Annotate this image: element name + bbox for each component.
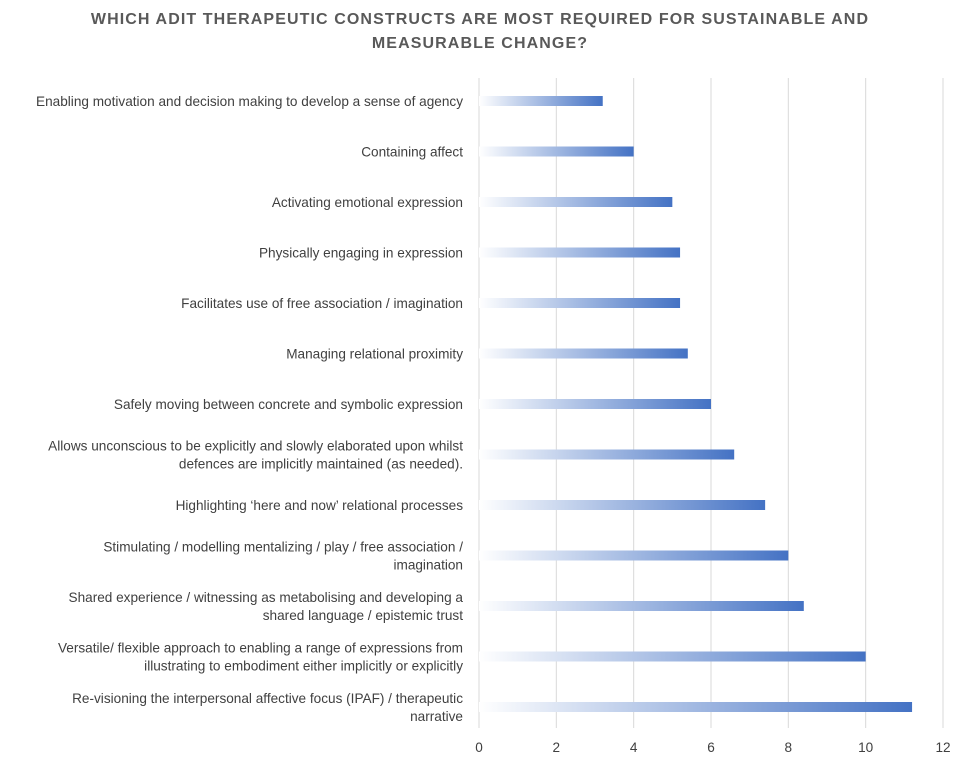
bar [479, 702, 912, 712]
x-tick-label: 0 [475, 740, 483, 755]
bar [479, 399, 711, 409]
bar [479, 450, 734, 460]
category-label: Shared experience / witnessing as metabolising and developing a [68, 590, 463, 605]
bar [479, 349, 688, 359]
category-label: Activating emotional expression [271, 195, 463, 210]
bar [479, 96, 603, 106]
bar [479, 652, 866, 662]
x-axis-ticks [475, 740, 950, 755]
category-label: imagination [393, 557, 463, 573]
category-label: Highlighting ‘here and now’ relational processes [175, 498, 463, 513]
category-label: shared language / epistemic trust [262, 608, 463, 623]
category-label: Physically engaging in expression [258, 245, 463, 261]
x-tick-label: 2 [552, 740, 561, 755]
category-label: Versatile/ flexible approach to enabling a range of expressions from [57, 640, 463, 656]
category-label: Containing affect [361, 144, 463, 160]
category-labels [36, 94, 463, 724]
bar [479, 147, 634, 157]
x-tick-label: 8 [784, 740, 793, 755]
bar [479, 601, 804, 611]
x-tick-label: 10 [858, 740, 874, 755]
category-label: Safely moving between concrete and symbolic expression [113, 397, 463, 412]
category-label: Managing relational proximity [286, 346, 463, 362]
category-label: Re-visioning the interpersonal affective focus (IPAF) / therapeutic [72, 691, 463, 706]
bar [479, 500, 765, 510]
x-tick-label: 4 [629, 740, 638, 755]
bars [479, 96, 912, 712]
x-tick-label: 12 [935, 740, 951, 755]
category-label: Enabling motivation and decision making to develop a sense of agency [36, 94, 463, 109]
bar [479, 298, 680, 308]
bar [479, 248, 680, 258]
category-label: Allows unconscious to be explicitly and slowly elaborated upon whilst [48, 438, 463, 454]
bar [479, 197, 672, 207]
category-label: narrative [410, 709, 463, 724]
category-label: defences are implicitly maintained (as needed). [178, 456, 463, 472]
category-label: illustrating to embodiment either implicitly or explicitly [144, 658, 463, 674]
chart-title: WHICH ADIT THERAPEUTIC CONSTRUCTS ARE MOST REQUIRED FOR SUSTAINABLE AND MEASURABLE CHANGE? [90, 11, 870, 52]
bar [479, 551, 788, 561]
category-label: Facilitates use of free association / imagination [181, 296, 463, 311]
x-tick-label: 6 [707, 740, 715, 755]
category-label: Stimulating / modelling mentalizing / play / free association / [103, 539, 463, 555]
